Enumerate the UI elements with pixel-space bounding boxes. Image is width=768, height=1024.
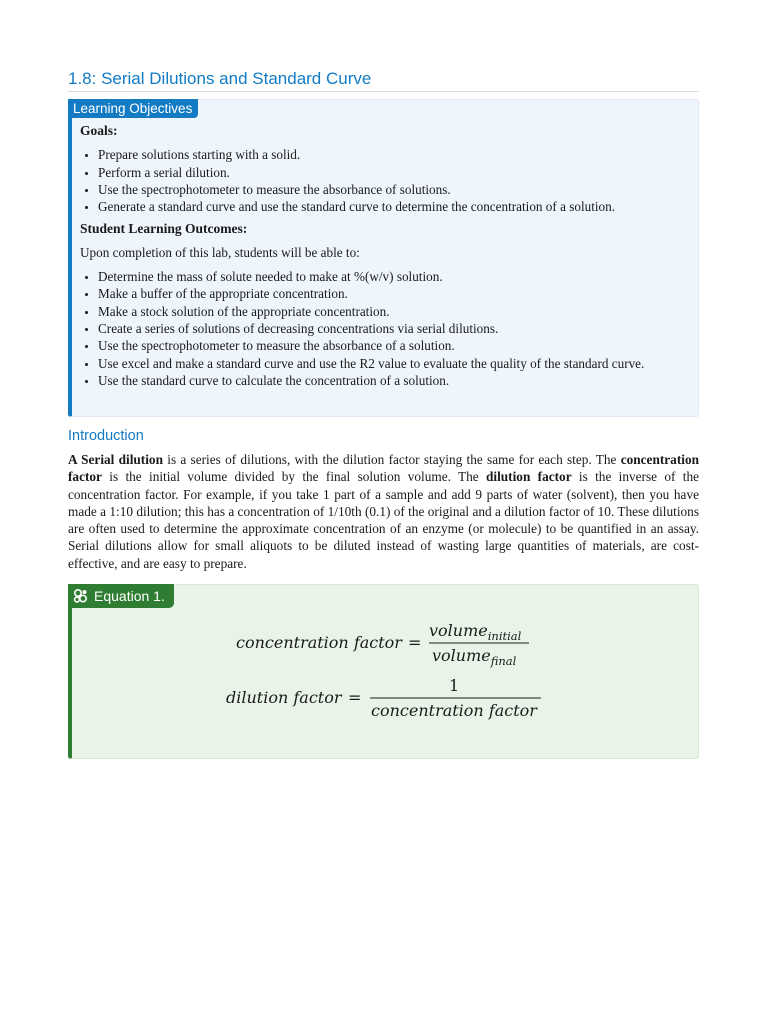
goals-heading: Goals: bbox=[80, 123, 118, 138]
title-divider bbox=[68, 91, 699, 92]
outcomes-heading: Student Learning Outcomes: bbox=[80, 221, 248, 237]
outcomes-intro: Upon completion of this lab, students will be able to: bbox=[80, 244, 360, 260]
equation-tag-label: Equation 1. bbox=[94, 588, 165, 604]
eq2-numerator: 1 bbox=[449, 676, 460, 695]
eq1-numerator: volume$_{initial}$ bbox=[429, 621, 522, 643]
list-item: • Generate a standard curve and use the standard curve to determine the concentration of a solution. bbox=[98, 198, 692, 215]
outcomes-list bbox=[80, 268, 692, 389]
list-item: • Use the spectrophotometer to measure the absorbance of solutions. bbox=[98, 181, 692, 198]
list-item: • Use the spectrophotometer to measure the absorbance of a solution. bbox=[98, 337, 692, 354]
eq2-lhs: dilution factor bbox=[226, 688, 342, 707]
eq2-equals: = bbox=[348, 688, 362, 707]
eq2-denominator: concentration factor bbox=[371, 701, 537, 720]
list-item: • Make a buffer of the appropriate concentration. bbox=[98, 285, 692, 302]
introduction-heading: Introduction bbox=[68, 428, 144, 444]
intro-text-2: is the initial volume divided by the final solution volume. The bbox=[101, 469, 486, 485]
list-item: • Make a stock solution of the appropriate concentration. bbox=[98, 303, 692, 320]
eq1-denominator: volume$_{final}$ bbox=[432, 646, 517, 668]
eq1-equals: = bbox=[408, 633, 422, 652]
eq1-lhs: concentration factor bbox=[236, 633, 402, 652]
term-dilution-factor: dilution factor bbox=[486, 469, 572, 485]
intro-text-1: is a series of dilutions, with the dilution factor staying the same for each step. The bbox=[162, 452, 621, 467]
intro-text-3: is the inverse of the concentration factor. For example, if you take 1 part of a sample and add 9 parts of water (solvent), then you have made a 1:10 dilution; this has a concentration of 1/10th (0.1) of the original and a dilution factor of 10. These dilutions are often used to determine the approximate concentration of an enzyme (or molecule) to be quantified in an assay. Serial dilutions allow for small aliquots to be diluted instead of wasting large quantities of materials, are cost-effective, and are easy to prepare. bbox=[68, 469, 700, 571]
list-item: • Use excel and make a standard curve and use the R2 value to evaluate the quality of the standard curve. bbox=[98, 355, 692, 372]
list-item: • Determine the mass of solute needed to make at %(w/v) solution. bbox=[98, 268, 692, 285]
term-concentration-factor: concentration factor bbox=[68, 452, 699, 485]
goals-list bbox=[80, 146, 692, 215]
page-title: 1.8: Serial Dilutions and Standard Curve bbox=[68, 69, 372, 88]
list-item: • Prepare solutions starting with a solid. bbox=[98, 146, 692, 163]
list-item: • Create a series of solutions of decreasing concentrations via serial dilutions. bbox=[98, 320, 692, 337]
equation-formulas bbox=[68, 584, 699, 759]
list-item: • Perform a serial dilution. bbox=[98, 164, 692, 181]
list-item: • Use the standard curve to calculate the concentration of a solution. bbox=[98, 372, 692, 389]
term-serial-dilution: A Serial dilution bbox=[68, 452, 163, 467]
introduction-paragraph bbox=[68, 451, 699, 572]
learning-objectives-tag: Learning Objectives bbox=[68, 99, 198, 118]
learning-objectives-content bbox=[80, 122, 692, 389]
